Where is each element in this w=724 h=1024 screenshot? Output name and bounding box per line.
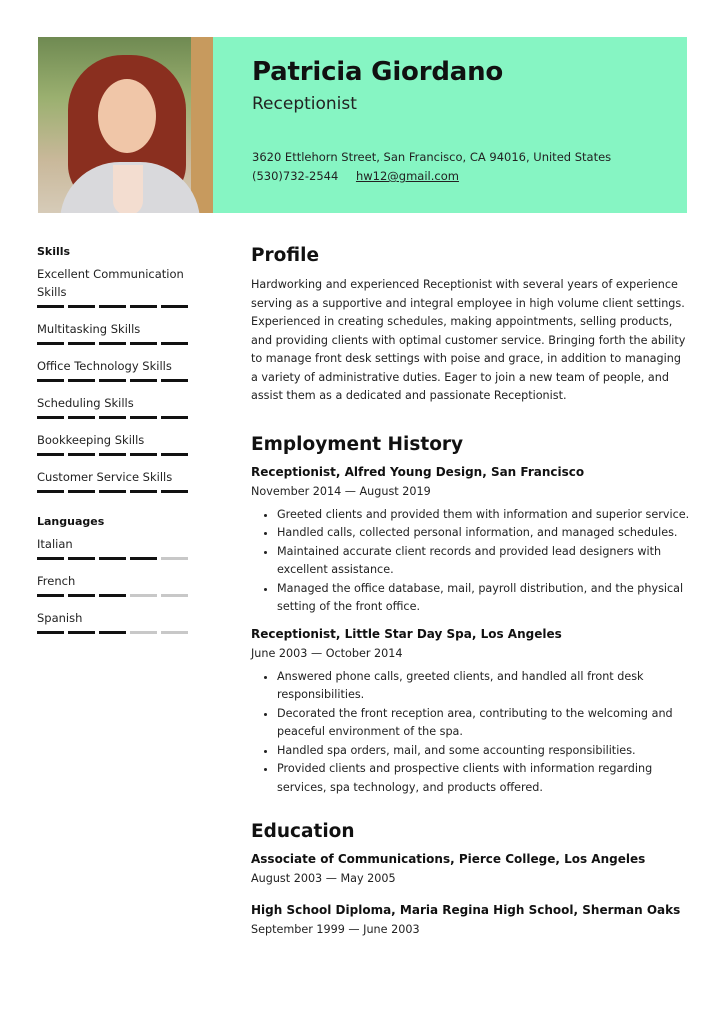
profile-photo: [38, 37, 213, 213]
level-segment: [68, 631, 95, 634]
level-segment: [161, 594, 188, 597]
level-bar: [37, 379, 197, 382]
level-segment: [37, 379, 64, 382]
profile-text: Hardworking and experienced Receptionist with several years of experience serving as a supportive and integral employee in high volume client settings. Experienced in creating schedules, making appointments, selling products, and providing clients with optimal customer service. Bringing forth the ability to manage front desk settings with poise and grace, in addition to managing a variety of administrative duties. Eager to join a new team of people, and assist them as a dedicated and passionate Receptionist.: [251, 278, 686, 402]
language-item: [37, 535, 197, 560]
job-bullet: • Handled spa orders, mail, and some accounting responsibilities.: [277, 742, 691, 761]
skill-item: [37, 265, 197, 308]
job-bullet: • Maintained accurate client records and provided lead designers with excellent assistance.: [277, 543, 691, 580]
level-bar: [37, 557, 197, 560]
level-segment: [130, 631, 157, 634]
education-title-line: Associate of Communications, Pierce College, Los Angeles: [251, 852, 646, 866]
level-segment: [68, 416, 95, 419]
photo-shirt: [113, 165, 143, 213]
level-segment: [37, 490, 64, 493]
level-segment: [99, 379, 126, 382]
education-section: [251, 821, 691, 936]
level-bar: [37, 416, 197, 419]
level-segment: [130, 594, 157, 597]
level-segment: [161, 631, 188, 634]
candidate-role: Receptionist: [252, 94, 357, 114]
level-segment: [99, 594, 126, 597]
level-segment: [161, 557, 188, 560]
skill-item-label: Bookkeeping Skills: [37, 433, 145, 447]
photo-face: [98, 79, 156, 153]
education-dates: September 1999 — June 2003: [251, 923, 420, 936]
skill-item-label: Scheduling Skills: [37, 396, 134, 410]
job-entry: [251, 627, 691, 798]
candidate-name: Patricia Giordano: [252, 57, 504, 87]
level-segment: [99, 453, 126, 456]
level-segment: [99, 490, 126, 493]
level-segment: [37, 594, 64, 597]
level-segment: [130, 453, 157, 456]
skills-title: Skills: [37, 245, 71, 258]
level-segment: [37, 305, 64, 308]
education-entry: [251, 852, 691, 885]
job-bullet: • Decorated the front reception area, contributing to the welcoming and peaceful environment of the spa.: [277, 705, 691, 742]
language-item-label: Spanish: [37, 611, 83, 625]
language-item: [37, 609, 197, 634]
level-segment: [99, 416, 126, 419]
skill-item-label: Office Technology Skills: [37, 359, 172, 373]
level-segment: [161, 305, 188, 308]
job-bullet: • Managed the office database, mail, payroll distribution, and the physical setting of the front office.: [277, 580, 691, 617]
level-segment: [68, 379, 95, 382]
job-title: Receptionist, Little Star Day Spa, Los Angeles: [251, 626, 562, 641]
contact-line: [252, 169, 687, 183]
candidate-address: 3620 Ettlehorn Street, San Francisco, CA 94016, United States: [252, 150, 612, 164]
level-segment: [68, 594, 95, 597]
language-item-label: Italian: [37, 537, 73, 551]
education-title: Education: [251, 821, 355, 842]
job-bullet: • Provided clients and prospective clients with information regarding services, spa technology, and products offered.: [277, 760, 691, 797]
education-title-line: High School Diploma, Maria Regina High School, Sherman Oaks: [251, 903, 681, 917]
skill-item: [37, 394, 197, 419]
job-bullets: [251, 668, 691, 798]
education-entry: [251, 903, 691, 936]
level-bar: [37, 342, 197, 345]
jobs-list: [251, 465, 691, 798]
level-segment: [161, 342, 188, 345]
skill-item: [37, 468, 197, 493]
level-segment: [161, 379, 188, 382]
skills-list: [37, 265, 197, 493]
job-dates: November 2014 — August 2019: [251, 484, 431, 498]
employment-title: Employment History: [251, 433, 464, 455]
profile-title: Profile: [251, 245, 319, 266]
level-bar: [37, 453, 197, 456]
level-segment: [68, 490, 95, 493]
skill-item: [37, 357, 197, 382]
level-bar: [37, 305, 197, 308]
level-segment: [130, 490, 157, 493]
level-segment: [130, 379, 157, 382]
level-segment: [161, 453, 188, 456]
level-segment: [37, 342, 64, 345]
education-dates: August 2003 — May 2005: [251, 872, 396, 885]
level-segment: [37, 557, 64, 560]
languages-title: Languages: [37, 515, 105, 528]
skill-item-label: Customer Service Skills: [37, 470, 173, 484]
level-bar: [37, 631, 197, 634]
header-band: [213, 37, 687, 213]
level-segment: [37, 453, 64, 456]
level-segment: [99, 342, 126, 345]
job-bullet: • Greeted clients and provided them with information and superior service.: [277, 506, 691, 525]
level-segment: [130, 342, 157, 345]
level-segment: [99, 631, 126, 634]
candidate-phone: (530)732-2544: [252, 169, 339, 183]
level-segment: [161, 416, 188, 419]
level-segment: [130, 416, 157, 419]
profile-section: [251, 245, 691, 406]
job-bullets: [251, 506, 691, 617]
level-segment: [130, 557, 157, 560]
language-item: [37, 572, 197, 597]
employment-section: [251, 434, 691, 798]
education-list: [251, 852, 691, 936]
main-content: [251, 245, 691, 954]
language-item-label: French: [37, 574, 76, 588]
resume-header: [38, 37, 687, 213]
candidate-email-link[interactable]: hw12@gmail.com: [355, 169, 459, 183]
level-bar: [37, 490, 197, 493]
level-segment: [161, 490, 188, 493]
level-segment: [68, 557, 95, 560]
job-dates: June 2003 — October 2014: [251, 646, 403, 660]
skill-item-label: Multitasking Skills: [37, 322, 141, 336]
languages-list: [37, 535, 197, 634]
level-segment: [37, 631, 64, 634]
job-bullet: • Handled calls, collected personal information, and managed schedules.: [277, 524, 691, 543]
photo-background: [191, 37, 213, 213]
level-segment: [99, 557, 126, 560]
level-segment: [68, 305, 95, 308]
level-segment: [37, 416, 64, 419]
skill-item-label: Excellent Communication Skills: [37, 267, 184, 299]
skill-item: [37, 431, 197, 456]
languages-section: [37, 515, 197, 634]
job-entry: [251, 465, 691, 617]
job-bullet: • Answered phone calls, greeted clients, and handled all front desk responsibilities.: [277, 668, 691, 705]
level-bar: [37, 594, 197, 597]
job-title: Receptionist, Alfred Young Design, San Francisco: [251, 464, 585, 479]
skill-item: [37, 320, 197, 345]
level-segment: [68, 453, 95, 456]
sidebar: [37, 245, 197, 646]
level-segment: [130, 305, 157, 308]
level-segment: [99, 305, 126, 308]
level-segment: [68, 342, 95, 345]
